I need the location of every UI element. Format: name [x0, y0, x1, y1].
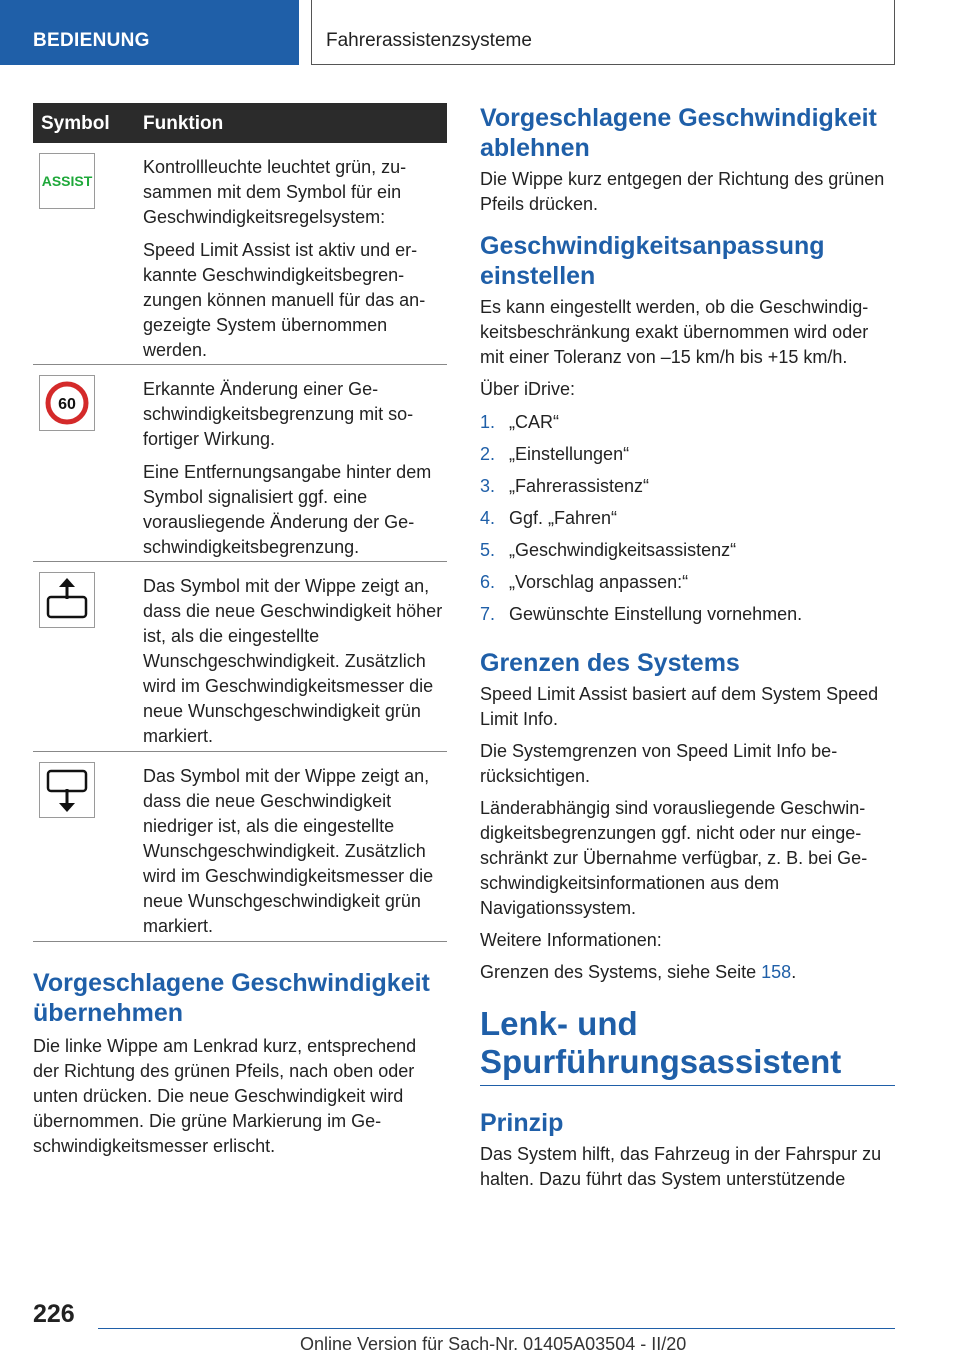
page-link[interactable]: 158 — [761, 962, 792, 982]
table-row — [33, 562, 447, 752]
row-text: Eine Entfernungsangabe hinter dem Symbol signalisiert ggf. eine vorausliegende Änderung der Geschwindigkeitsbegrenzung. — [143, 462, 432, 557]
section-text: Es kann eingestellt werden, ob die Geschwindigkeitsbeschränkung exakt übernommen wird oder mit einer Toleranz von –15 km/h bis +15 km/h. — [480, 297, 869, 367]
footer-text: Online Version für Sach-Nr. 01405A03504 - II/20 — [300, 1334, 687, 1354]
adjust-speed-section — [480, 231, 895, 634]
symbol-table — [33, 103, 447, 942]
section-text: Das System hilft, das Fahrzeug in der Fahrspur zu halten. Dazu führt das System unterstützende — [480, 1144, 882, 1189]
row-text: Das Symbol mit der Wippe zeigt an, dass die neue Geschwindigkeit niedriger ist, als die eingestellte Wunschgeschwindigkeit. Zusätzlich wird im Geschwindigkeitsmesser die neue Wunschgeschwindigkeit grün markiert. — [143, 766, 434, 936]
list-item: 7. Gewünschte Einstellung vornehmen. — [480, 604, 803, 624]
system-limits-section — [480, 648, 895, 985]
section-text: Die Systemgrenzen von Speed Limit Info berücksichtigen. — [480, 741, 838, 786]
step-list — [480, 410, 895, 634]
chapter-tab — [311, 0, 895, 65]
table-header — [33, 103, 447, 143]
section-title: BEDIENUNG — [33, 30, 150, 51]
right-column — [480, 103, 895, 1192]
chapter-title: Fahrerassistenzsysteme — [326, 30, 532, 51]
list-item: 2. „Einstellungen“ — [480, 444, 630, 464]
section-tab[interactable] — [0, 0, 299, 65]
idrive-label: Über iDrive: — [480, 379, 576, 399]
footer-rule — [98, 1328, 895, 1329]
col-symbol: Symbol — [41, 113, 110, 134]
row-text: Kontrollleuchte leuchtet grün, zusammen mit dem Symbol für ein Geschwindigkeitsregelsystem: — [143, 157, 407, 227]
reject-speed-section — [480, 103, 895, 217]
section-text: Die linke Wippe am Lenkrad kurz, entsprechend der Richtung des grünen Pfeils, nach oben oder unten drücken. Die neue Geschwindigkeit wird übernommen. Die grüne Markierung im Geschwindigkeitsmesser erlischt. — [33, 1036, 417, 1156]
section-text: Weitere Informationen: — [480, 930, 662, 950]
svg-text:ASSIST: ASSIST — [41, 173, 93, 189]
list-item: 1. „CAR“ — [480, 412, 559, 432]
rocker-down-icon — [39, 762, 95, 818]
list-item: 6. „Vorschlag anpassen:“ — [480, 572, 689, 592]
speed-limit-sign-icon — [39, 375, 95, 431]
cross-reference: Grenzen des Systems, siehe Seite 158. — [480, 962, 797, 982]
section-text: Die Wippe kurz entgegen der Richtung des grünen Pfeils drücken. — [480, 169, 885, 214]
list-item: 3. „Fahrerassistenz“ — [480, 476, 650, 496]
section-text: Speed Limit Assist basiert auf dem System Speed Limit Info. — [480, 684, 879, 729]
section-heading: Geschwindigkeitsanpassung einstellen — [480, 232, 825, 290]
list-item: 4. Ggf. „Fahren“ — [480, 508, 618, 528]
section-text: Länderabhängig sind vorausliegende Geschwindigkeitsbegrenzungen ggf. nicht oder nur eingeschränkt zur Übernahme verfügbar, z. B. bei Geschwindigkeitsinformationen aus dem Navigationssystem. — [480, 798, 868, 918]
lane-assist-section — [480, 1005, 895, 1192]
row-text: Das Symbol mit der Wippe zeigt an, dass die neue Geschwindigkeit höher ist, als die eingestellte Wunschgeschwindigkeit. Zusätzlich wird im Geschwindigkeitsmesser die neue Wunschgeschwindigkeit grün markiert. — [143, 576, 443, 746]
row-text: Erkannte Änderung einer Geschwindigkeitsbegrenzung mit sofortiger Wirkung. — [143, 379, 414, 449]
rocker-up-icon — [39, 572, 95, 628]
table-row — [33, 365, 447, 562]
col-function: Funktion — [143, 113, 224, 134]
list-item: 5. „Geschwindigkeitsassistenz“ — [480, 540, 737, 560]
page-number: 226 — [33, 1300, 75, 1328]
assist-icon — [39, 153, 95, 209]
table-row — [33, 752, 447, 942]
table-row — [33, 143, 447, 365]
svg-text:60: 60 — [58, 396, 76, 413]
section-heading: Grenzen des Systems — [480, 649, 740, 677]
chapter-heading: Lenk- und Spurführungsassistent — [480, 1005, 895, 1086]
row-text: Speed Limit Assist ist aktiv und erkannte Geschwindigkeitsbegrenzungen können manuell für das angezeigte System übernommen werden. — [143, 240, 426, 360]
section-heading: Prinzip — [480, 1109, 564, 1137]
section-heading: Vorgeschlagene Geschwindigkeit übernehmen — [33, 969, 430, 1027]
accept-speed-section — [33, 968, 447, 1159]
section-heading: Vorgeschlagene Geschwindigkeit ablehnen — [480, 104, 877, 162]
